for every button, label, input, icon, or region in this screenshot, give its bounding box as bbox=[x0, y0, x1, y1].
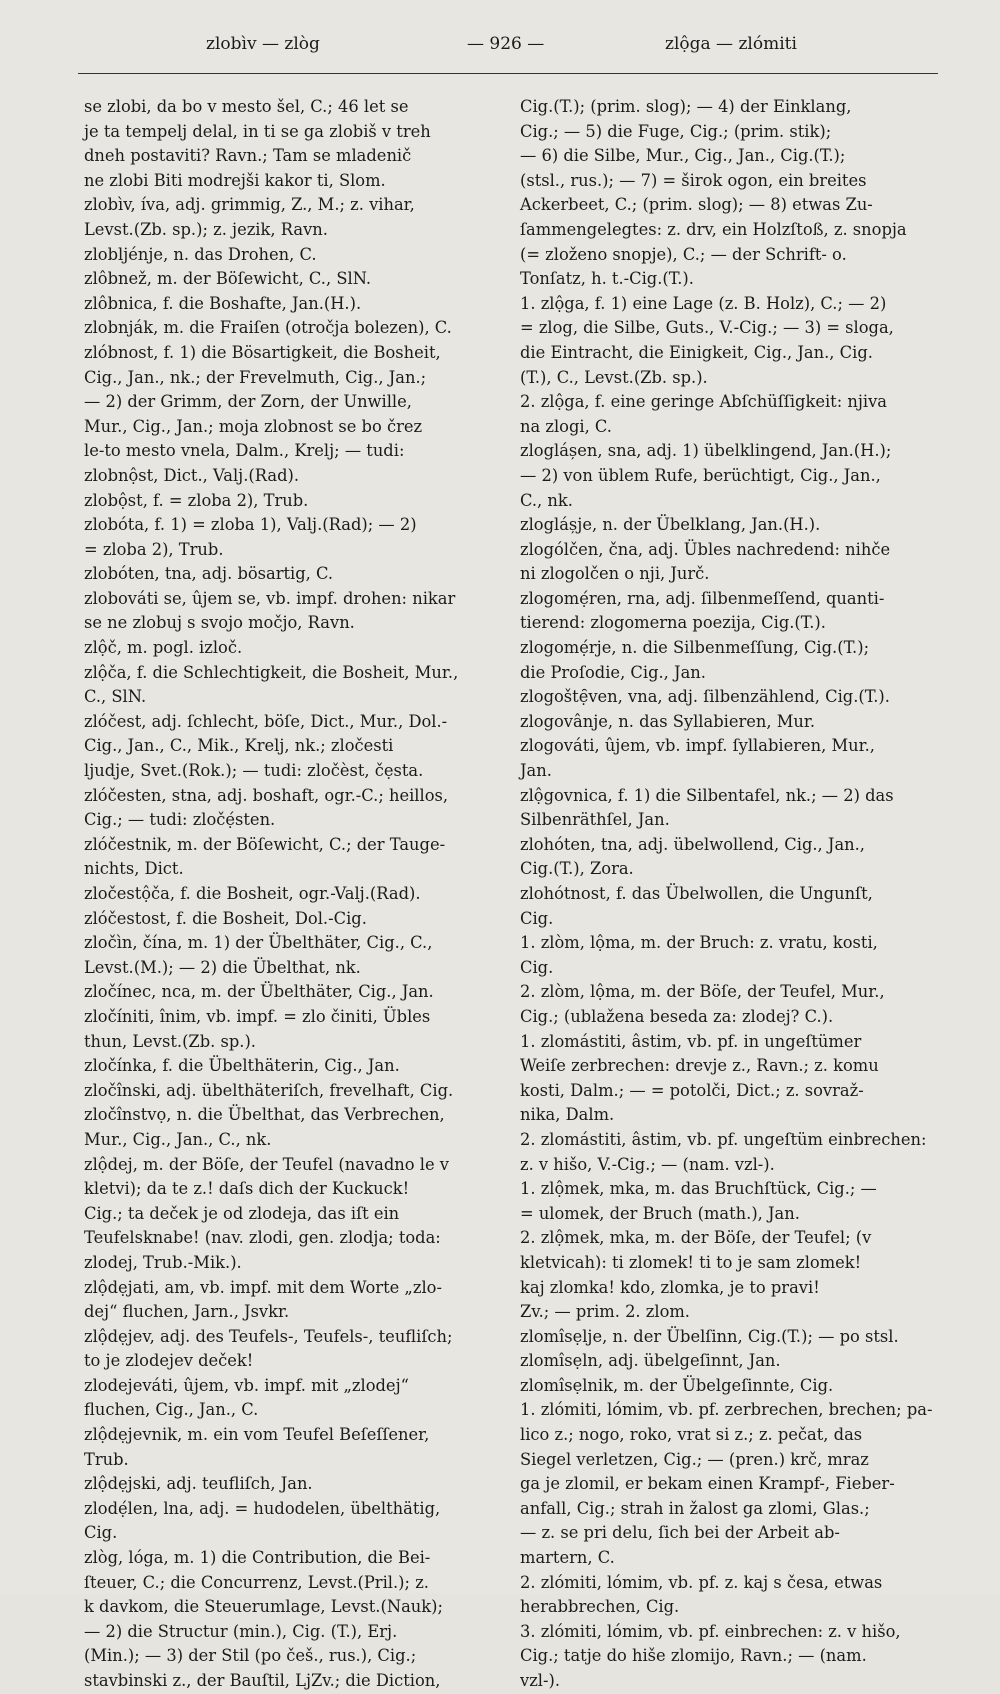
text-line: zlogomẹ́rje, n. die Silbenmeſſung, Cig.(T.); bbox=[520, 638, 870, 658]
text-line: zlomîsẹlnik, m. der Übelgeſinnte, Cig. bbox=[520, 1375, 834, 1395]
text-line: zlộča, f. die Schlechtigkeit, die Bosheit, Mur., bbox=[84, 662, 459, 682]
text-line: zlogólčen, čna, adj. Übles nachredend: nihče bbox=[520, 539, 891, 559]
text-line: kosti, Dalm.; — = potolči, Dict.; z. sovraž- bbox=[520, 1080, 864, 1100]
text-line: ljudje, Svet.(Rok.); — tudi: zločèst, čẹsta. bbox=[84, 761, 424, 781]
text-line: = zlog, die Silbe, Guts., V.-Cig.; — 3) = sloga, bbox=[520, 318, 894, 338]
text-line: na zlogi, C. bbox=[520, 416, 612, 436]
text-line: zlộdẹjevnik, m. ein vom Teufel Beſeſſener, bbox=[84, 1425, 430, 1445]
text-line: = ulomek, der Bruch (math.), Jan. bbox=[520, 1203, 800, 1223]
text-line: (= zloženo snopje), C.; — der Schrift- o. bbox=[520, 244, 847, 264]
text-line: Levst.(Zb. sp.); z. jezik, Ravn. bbox=[84, 219, 328, 239]
text-line: 2. zlộmek, mka, m. der Böſe, der Teufel; (v bbox=[520, 1228, 872, 1248]
text-line: je ta tempelj delal, in ti se ga zlobiš v treh bbox=[84, 121, 431, 141]
text-line: zlộdẹjati, am, vb. impf. mit dem Worte „zlo- bbox=[84, 1277, 442, 1297]
text-line: 2. zlòm, lộma, m. der Böſe, der Teufel, Mur., bbox=[520, 982, 885, 1002]
text-line: zlobộst, f. = zloba 2), Trub. bbox=[84, 490, 309, 510]
text-line: 1. zlộga, f. 1) eine Lage (z. B. Holz), C.; — 2) bbox=[520, 293, 887, 313]
text-line: (Min.); — 3) der Stil (po češ., rus.), Cig.; bbox=[84, 1646, 417, 1666]
left-column bbox=[84, 95, 484, 1694]
text-line: zlomîsẹlje, n. der Übelſinn, Cig.(T.); — po stsl. bbox=[520, 1326, 899, 1346]
text-line: nika, Dalm. bbox=[520, 1105, 615, 1125]
text-line: zlomîsẹln, adj. übelgeſinnt, Jan. bbox=[520, 1351, 781, 1371]
text-line: zlogomẹ́ren, rna, adj. ſilbenmeſſend, quanti- bbox=[520, 588, 885, 608]
text-line: k davkom, die Steuerumlage, Levst.(Nauk); bbox=[84, 1597, 443, 1617]
header-right-guideword: zlộga — zlómiti bbox=[665, 34, 797, 54]
text-line: Cig.; — tudi: zločẹ́sten. bbox=[84, 810, 276, 830]
text-line: zločíniti, înim, vb. impf. = zlo činiti, Übles bbox=[84, 1006, 431, 1026]
text-line: — 2) der Grimm, der Zorn, der Unwille, bbox=[84, 392, 412, 412]
text-line: Silbenräthſel, Jan. bbox=[520, 810, 670, 830]
text-line: Ackerbeet, C.; (prim. slog); — 8) etwas Zu- bbox=[520, 195, 873, 215]
text-line: nichts, Dict. bbox=[84, 859, 184, 879]
page-number: — 926 — bbox=[467, 34, 545, 54]
text-line: — 6) die Silbe, Mur., Cig., Jan., Cig.(T.); bbox=[520, 146, 846, 166]
text-line: Cig. bbox=[520, 908, 554, 928]
text-line: zlodẹ́len, lna, adj. = hudodelen, übelthätig, bbox=[84, 1498, 441, 1518]
text-line: zlobljénje, n. das Drohen, C. bbox=[84, 244, 317, 264]
text-line: z. v hišo, V.-Cig.; — (nam. vzl-). bbox=[520, 1154, 775, 1174]
text-line: zlogoštẹ̑ven, vna, adj. ſilbenzählend, Cig.(T.). bbox=[520, 687, 890, 707]
text-line: zlobóten, tna, adj. bösartig, C. bbox=[84, 564, 334, 584]
text-line: zlóčestnik, m. der Böſewicht, C.; der Tauge- bbox=[84, 834, 446, 854]
text-line: die Proſodie, Cig., Jan. bbox=[520, 662, 706, 682]
text-line: zlobìv, íva, adj. grimmig, Z., M.; z. vihar, bbox=[84, 195, 415, 215]
text-line: lico z.; nogo, roko, vrat si z.; z. pečat, das bbox=[520, 1425, 863, 1445]
text-line: zločestộča, f. die Bosheit, ogr.-Valj.(Rad). bbox=[84, 884, 421, 903]
text-line: ne zlobi Biti modrejši kakor ti, Slom. bbox=[84, 170, 386, 190]
text-line: vzl-). bbox=[520, 1671, 561, 1690]
text-line: 1. zlomástiti, âstim, vb. pf. in ungeſtümer bbox=[520, 1031, 862, 1051]
page-header bbox=[0, 30, 1000, 60]
text-line: fluchen, Cig., Jan., C. bbox=[84, 1400, 259, 1420]
text-line: zlobnják, m. die Fraiſen (otročja bolezen), C. bbox=[84, 318, 452, 338]
text-line: Levst.(M.); — 2) die Übelthat, nk. bbox=[84, 957, 361, 977]
text-line: 2. zlộga, f. eine geringe Abſchüſſigkeit: njiva bbox=[520, 392, 888, 412]
text-line: zločînski, adj. übelthäteriſch, frevelhaft, Cig. bbox=[84, 1080, 454, 1100]
text-line: (T.), C., Levst.(Zb. sp.). bbox=[520, 367, 708, 387]
text-line: 1. zlòm, lộma, m. der Bruch: z. vratu, kosti, bbox=[520, 933, 878, 953]
text-line: Mur., Cig., Jan.; moja zlobnost se bo črez bbox=[84, 416, 423, 436]
text-line: zlòg, lóga, m. 1) die Contribution, die Bei- bbox=[84, 1548, 431, 1568]
text-line: zlogováti, ûjem, vb. impf. ſyllabieren, Mur., bbox=[520, 736, 875, 756]
text-line: zlobóta, f. 1) = zloba 1), Valj.(Rad); — 2) bbox=[84, 515, 417, 535]
text-line: Weiſe zerbrechen: drevje z., Ravn.; z. komu bbox=[520, 1056, 879, 1076]
text-line: Jan. bbox=[520, 761, 552, 781]
text-line: 2. zlomástiti, âstim, vb. pf. ungeſtüm einbrechen: bbox=[520, 1129, 927, 1149]
text-line: tierend: zlogomerna poezija, Cig.(T.). bbox=[520, 613, 826, 633]
text-line: kletvicah): ti zlomek! ti to je sam zlomek! bbox=[520, 1252, 862, 1272]
text-line: 1. zlộmek, mka, m. das Bruchſtück, Cig.; — bbox=[520, 1179, 877, 1199]
header-rule bbox=[78, 73, 938, 74]
text-line: Cig. bbox=[520, 957, 554, 977]
text-line: Cig.; — 5) die Fuge, Cig.; (prim. stik); bbox=[520, 121, 832, 141]
text-line: Siegel verletzen, Cig.; — (pren.) krč, mraz bbox=[520, 1449, 869, 1469]
text-line: zlộdẹjev, adj. des Teufels-, Teufels-, teufliſch; bbox=[84, 1326, 453, 1346]
text-line: zlôbnež, m. der Böſewicht, C., SlN. bbox=[84, 269, 372, 289]
text-line: zlộdẹjski, adj. teufliſch, Jan. bbox=[84, 1474, 313, 1494]
text-line: Cig.(T.), Zora. bbox=[520, 859, 634, 879]
text-line: zločínka, f. die Übelthäterin, Cig., Jan. bbox=[84, 1056, 400, 1076]
text-line: zlohóten, tna, adj. übelwollend, Cig., Jan., bbox=[520, 834, 865, 854]
text-line: le-to mesto vnela, Dalm., Krelj; — tudi: bbox=[84, 441, 405, 461]
text-line: Cig.; (ublažena beseda za: zlodej? C.). bbox=[520, 1006, 834, 1026]
text-line: dneh postaviti? Ravn.; Tam se mladenič bbox=[84, 146, 412, 166]
text-line: ſammengelegtes: z. drv, ein Holzſtoß, z. snopja bbox=[520, 219, 907, 239]
text-line: die Eintracht, die Einigkeit, Cig., Jan., Cig. bbox=[520, 342, 873, 362]
text-line: zločínec, nca, m. der Übelthäter, Cig., Jan. bbox=[84, 982, 434, 1002]
text-line: zlôbnica, f. die Boshafte, Jan.(H.). bbox=[84, 293, 362, 313]
text-line: se ne zlobuj s svojo močjo, Ravn. bbox=[84, 613, 355, 633]
text-line: zlobnộst, Dict., Valj.(Rad). bbox=[84, 465, 300, 485]
text-line: ni zlogolčen o nji, Jurč. bbox=[520, 564, 710, 584]
text-line: 2. zlómiti, lómim, vb. pf. z. kaj s česa, etwas bbox=[520, 1572, 883, 1592]
text-line: zlóčest, adj. ſchlecht, böſe, Dict., Mur., Dol.- bbox=[84, 711, 448, 731]
text-line: Tonſatz, h. t.-Cig.(T.). bbox=[520, 269, 694, 289]
text-line: — 2) die Structur (min.), Cig. (T.), Erj. bbox=[84, 1621, 398, 1641]
right-column bbox=[520, 95, 938, 1694]
text-line: — z. se pri delu, ſich bei der Arbeit ab- bbox=[520, 1523, 840, 1543]
text-line: — 2) von üblem Rufe, berüchtigt, Cig., Jan., bbox=[520, 465, 881, 485]
text-line: 3. zlómiti, lómim, vb. pf. einbrechen: z. v hišo, bbox=[520, 1621, 901, 1641]
text-line: zlobováti se, ûjem se, vb. impf. drohen: nikar bbox=[84, 588, 456, 608]
text-line: (stsl., rus.); — 7) = širok ogon, ein breites bbox=[520, 170, 867, 190]
text-line: kletvi); da te z.! daſs dich der Kuckuck! bbox=[84, 1179, 410, 1199]
text-line: zlodej, Trub.-Mik.). bbox=[84, 1252, 242, 1272]
text-line: herabbrechen, Cig. bbox=[520, 1597, 680, 1617]
text-line: to je zlodejev deček! bbox=[84, 1351, 254, 1371]
text-line: Trub. bbox=[84, 1449, 129, 1469]
text-line: zlộč, m. pogl. izloč. bbox=[84, 638, 243, 658]
text-line: zlóčestost, f. die Bosheit, Dol.-Cig. bbox=[84, 908, 367, 928]
text-line: 1. zlómiti, lómim, vb. pf. zerbrechen, brechen; pa- bbox=[520, 1400, 933, 1420]
text-line: dej“ fluchen, Jarn., Jsvkr. bbox=[84, 1302, 290, 1322]
text-line: zlộdej, m. der Böſe, der Teufel (navadno le v bbox=[84, 1154, 449, 1174]
text-line: ſteuer, C.; die Concurrenz, Levst.(Pril.); z. bbox=[84, 1572, 429, 1592]
text-line: zlohótnost, f. das Übelwollen, die Ungunſt, bbox=[520, 884, 873, 903]
text-line: thun, Levst.(Zb. sp.). bbox=[84, 1031, 256, 1051]
text-line: martern, C. bbox=[520, 1548, 615, 1568]
text-line: se zlobi, da bo v mesto šel, C.; 46 let se bbox=[84, 97, 409, 116]
text-line: = zloba 2), Trub. bbox=[84, 539, 224, 559]
text-line: Cig.; tatje do hiše zlomijo, Ravn.; — (nam. bbox=[520, 1646, 867, 1666]
text-line: Cig., Jan., C., Mik., Krelj, nk.; zločesti bbox=[84, 736, 394, 756]
text-line: Cig. bbox=[84, 1523, 118, 1543]
text-line: Cig.; ta deček je od zlodeja, das iſt ein bbox=[84, 1203, 400, 1223]
text-line: zločînstvọ, n. die Übelthat, das Verbrechen, bbox=[84, 1105, 445, 1125]
text-line: zlogláșje, n. der Übelklang, Jan.(H.). bbox=[520, 515, 821, 535]
text-line: zlogláșen, sna, adj. 1) übelklingend, Jan.(H.); bbox=[520, 441, 892, 461]
text-line: Cig., Jan., nk.; der Frevelmuth, Cig., Jan.; bbox=[84, 367, 427, 387]
text-line: zlộgovnica, f. 1) die Silbentafel, nk.; — 2) das bbox=[520, 785, 894, 805]
text-line: zlodejeváti, ûjem, vb. impf. mit „zlodej“ bbox=[84, 1375, 409, 1395]
header-left-guideword: zlobìv — zlòg bbox=[206, 34, 320, 54]
text-line: ga je zlomil, er bekam einen Krampf-, Fieber- bbox=[520, 1474, 895, 1494]
text-line: C., nk. bbox=[520, 490, 573, 510]
text-line: zločìn, čína, m. 1) der Übelthäter, Cig., C., bbox=[84, 933, 433, 953]
text-line: stavbinski z., der Bauſtil, LjZv.; die Diction, bbox=[84, 1671, 441, 1690]
text-line: Cig.(T.); (prim. slog); — 4) der Einklang, bbox=[520, 97, 852, 116]
text-line: Mur., Cig., Jan., C., nk. bbox=[84, 1129, 272, 1149]
text-line: kaj zlomka! kdo, zlomka, je to pravi! bbox=[520, 1277, 820, 1297]
text-line: zlóbnost, f. 1) die Bösartigkeit, die Bosheit, bbox=[84, 342, 441, 362]
text-line: Teufelsknabe! (nav. zlodi, gen. zlodja; toda: bbox=[84, 1228, 441, 1248]
text-line: anfall, Cig.; strah in žalost ga zlomi, Glas.; bbox=[520, 1498, 870, 1518]
text-line: zlóčesten, stna, adj. boshaft, ogr.-C.; heillos, bbox=[84, 785, 449, 805]
text-line: zlogovânje, n. das Syllabieren, Mur. bbox=[520, 711, 816, 731]
text-line: Zv.; — prim. 2. zlom. bbox=[520, 1302, 690, 1322]
text-line: C., SlN. bbox=[84, 687, 147, 707]
